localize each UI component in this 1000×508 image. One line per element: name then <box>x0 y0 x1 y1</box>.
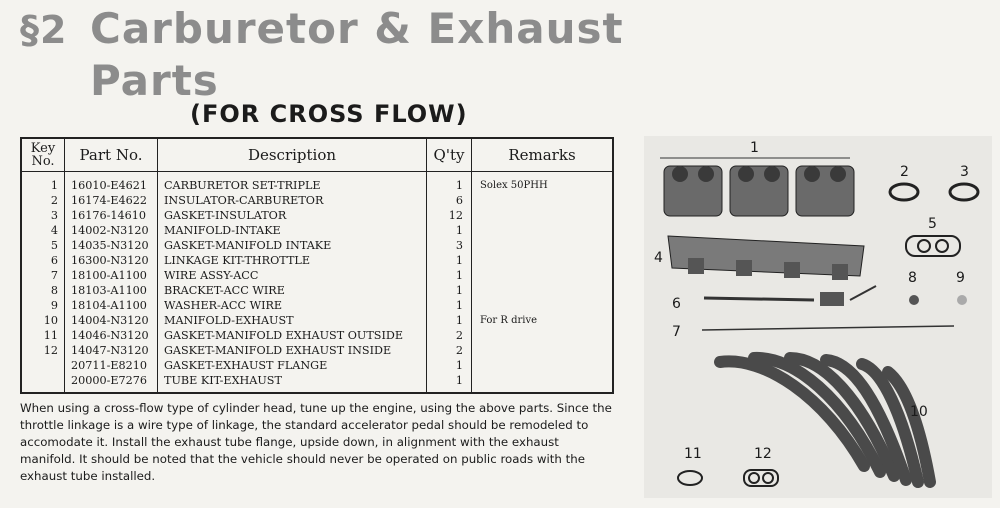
row-key-no: 1 <box>21 172 65 194</box>
col-header-key <box>21 138 65 172</box>
row-description: GASKET-MANIFOLD EXHAUST OUTSIDE <box>158 328 427 343</box>
row-description: GASKET-MANIFOLD EXHAUST INSIDE <box>158 343 427 358</box>
row-part-no: 18104-A1100 <box>65 298 158 313</box>
row-remarks <box>472 343 614 358</box>
row-description: TUBE KIT-EXHAUST <box>158 373 427 393</box>
intake-manifold-drawing <box>668 236 864 280</box>
row-description: MANIFOLD-INTAKE <box>158 223 427 238</box>
row-part-no: 14046-N3120 <box>65 328 158 343</box>
bracket-acc-wire-drawing <box>909 295 919 305</box>
row-qty: 1 <box>427 172 472 194</box>
row-remarks: Solex 50PHH <box>480 180 548 191</box>
row-description: GASKET-MANIFOLD INTAKE <box>158 238 427 253</box>
row-remarks <box>472 298 614 313</box>
table-row <box>21 283 613 298</box>
table-row <box>21 193 613 208</box>
linkage-kit-drawing <box>704 286 876 306</box>
row-remarks <box>472 223 614 238</box>
row-description: LINKAGE KIT-THROTTLE <box>158 253 427 268</box>
carburetor-set-drawing <box>664 166 854 216</box>
row-description: CARBURETOR SET-TRIPLE <box>158 172 427 194</box>
row-remarks <box>472 253 614 268</box>
row-qty: 1 <box>427 358 472 373</box>
table-row <box>21 373 613 393</box>
row-part-no: 14035-N3120 <box>65 238 158 253</box>
table-row <box>21 223 613 238</box>
row-remarks: For R drive <box>480 315 538 326</box>
table-row <box>21 253 613 268</box>
row-key-no: 4 <box>21 223 65 238</box>
row-key-no <box>21 358 65 373</box>
row-qty: 1 <box>427 223 472 238</box>
row-description: MANIFOLD-EXHAUST <box>158 313 427 328</box>
row-qty: 1 <box>427 313 472 328</box>
row-qty: 1 <box>427 283 472 298</box>
gasket-insulator-drawing <box>950 184 978 200</box>
row-description: WASHER-ACC WIRE <box>158 298 427 313</box>
row-remarks <box>472 373 614 393</box>
callout-2: 2 <box>900 164 909 180</box>
table-row <box>21 172 613 194</box>
section-number: §2 <box>20 8 68 52</box>
gasket-exhaust-inside-drawing <box>744 470 778 486</box>
col-header-remarks: Remarks <box>472 138 614 172</box>
callout-3: 3 <box>960 164 969 180</box>
row-qty: 3 <box>427 238 472 253</box>
callout-6: 6 <box>672 296 681 312</box>
col-header-key-line1: Key <box>30 141 56 156</box>
row-key-no: 12 <box>21 343 65 358</box>
table-row <box>21 298 613 313</box>
row-description: GASKET-EXHAUST FLANGE <box>158 358 427 373</box>
col-header-qty: Q'ty <box>427 138 472 172</box>
gasket-manifold-intake-drawing <box>906 236 960 256</box>
row-description: GASKET-INSULATOR <box>158 208 427 223</box>
page-title-line2: Parts <box>90 56 219 105</box>
row-remarks <box>472 283 614 298</box>
gasket-exhaust-outside-drawing <box>678 471 702 485</box>
washer-acc-wire-drawing <box>957 295 967 305</box>
row-key-no: 6 <box>21 253 65 268</box>
row-remarks <box>472 358 614 373</box>
insulator-drawing <box>890 184 918 200</box>
table-row <box>21 268 613 283</box>
callout-8: 8 <box>908 270 917 286</box>
table-row <box>21 238 613 253</box>
row-description: WIRE ASSY-ACC <box>158 268 427 283</box>
row-part-no: 16176-14610 <box>65 208 158 223</box>
usage-note-text: When using a cross-flow type of cylinder head, tune up the engine, using the above parts. Since the throttle linkage is a wire type of linkage, the standard accelerator pedal should be remodeled to accomodate it. Install the exhaust tube flange, upside down, in alignment with the exhaust manifold. It should be noted that the vehicle should never be operated on public roads with the exhaust tube installed. <box>20 401 612 483</box>
row-key-no: 7 <box>21 268 65 283</box>
usage-note <box>20 400 614 485</box>
table-row <box>21 343 613 358</box>
row-key-no: 10 <box>21 313 65 328</box>
col-header-key-line2: No. <box>31 154 55 169</box>
row-part-no: 20000-E7276 <box>65 373 158 393</box>
col-header-description: Description <box>158 138 427 172</box>
row-part-no: 20711-E8210 <box>65 358 158 373</box>
row-remarks <box>472 268 614 283</box>
callout-10: 10 <box>910 404 928 420</box>
row-part-no: 16010-E4621 <box>65 172 158 194</box>
page-subtitle: (FOR CROSS FLOW) <box>190 100 468 128</box>
row-part-no: 16174-E4622 <box>65 193 158 208</box>
callout-7: 7 <box>672 324 681 340</box>
row-qty: 1 <box>427 298 472 313</box>
row-description: INSULATOR-CARBURETOR <box>158 193 427 208</box>
callout-11: 11 <box>684 446 702 462</box>
callout-5: 5 <box>928 216 937 232</box>
row-key-no: 3 <box>21 208 65 223</box>
page-title-line1: Carburetor & Exhaust <box>90 4 624 53</box>
row-qty: 6 <box>427 193 472 208</box>
callout-9: 9 <box>956 270 965 286</box>
row-part-no: 18103-A1100 <box>65 283 158 298</box>
table-row <box>21 208 613 223</box>
table-row <box>21 328 613 343</box>
callout-12: 12 <box>754 446 772 462</box>
row-remarks <box>472 193 614 208</box>
row-remarks <box>472 328 614 343</box>
table-row <box>21 358 613 373</box>
table-header-row <box>21 138 613 172</box>
row-qty: 1 <box>427 373 472 393</box>
row-description: BRACKET-ACC WIRE <box>158 283 427 298</box>
row-part-no: 14004-N3120 <box>65 313 158 328</box>
col-header-part-no: Part No. <box>65 138 158 172</box>
row-qty: 1 <box>427 253 472 268</box>
row-key-no: 8 <box>21 283 65 298</box>
row-qty: 12 <box>427 208 472 223</box>
parts-illustration-svg <box>644 136 992 498</box>
parts-illustration <box>644 136 992 498</box>
exhaust-manifold-drawing <box>720 358 930 482</box>
table-row <box>21 313 613 328</box>
parts-table <box>20 137 614 394</box>
row-part-no: 14047-N3120 <box>65 343 158 358</box>
row-part-no: 16300-N3120 <box>65 253 158 268</box>
row-remarks <box>472 238 614 253</box>
row-key-no: 5 <box>21 238 65 253</box>
row-part-no: 18100-A1100 <box>65 268 158 283</box>
row-qty: 1 <box>427 268 472 283</box>
callout-4: 4 <box>654 250 663 266</box>
row-key-no: 11 <box>21 328 65 343</box>
row-qty: 2 <box>427 343 472 358</box>
callout-1: 1 <box>750 140 759 156</box>
row-key-no <box>21 373 65 393</box>
row-remarks <box>472 208 614 223</box>
row-key-no: 9 <box>21 298 65 313</box>
wire-assy-drawing <box>702 326 954 330</box>
row-key-no: 2 <box>21 193 65 208</box>
row-part-no: 14002-N3120 <box>65 223 158 238</box>
row-qty: 2 <box>427 328 472 343</box>
